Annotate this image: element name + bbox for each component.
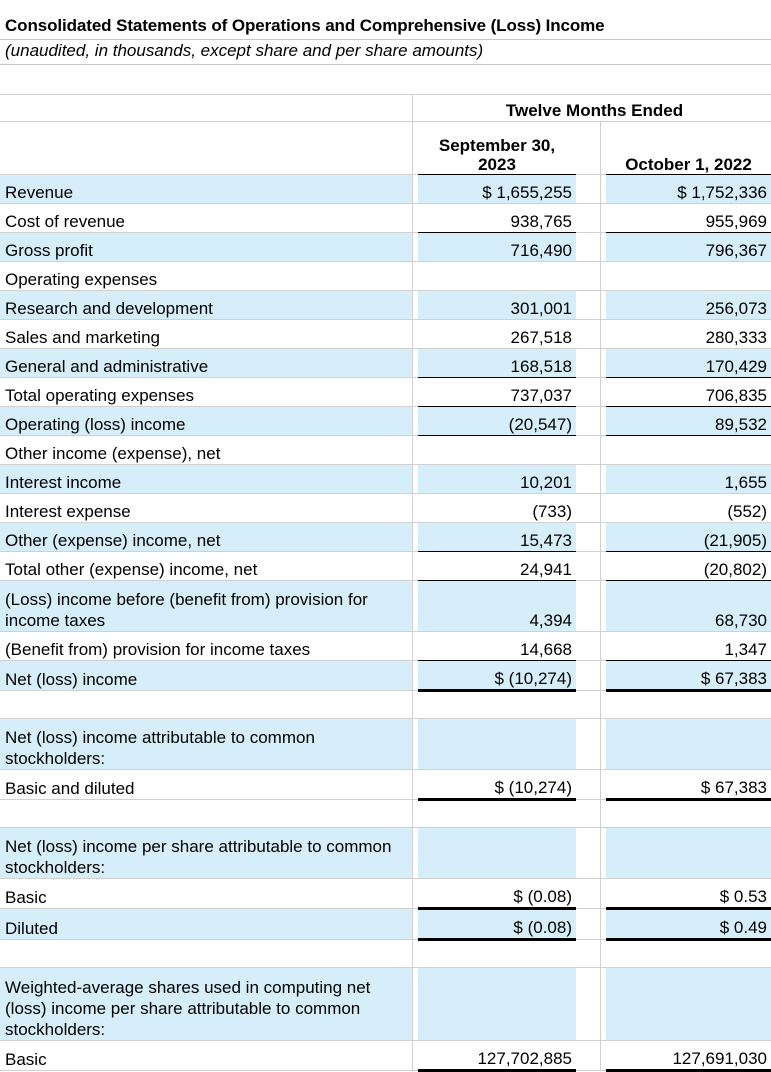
row-label-net-income: Net (loss) income	[0, 661, 412, 691]
cell-gross-profit-2022: 796,367	[606, 233, 771, 262]
table-row	[0, 494, 771, 523]
spacer-row	[0, 691, 771, 719]
statement-title: Consolidated Statements of Operations and Comprehensive (Loss) Income	[5, 16, 605, 35]
row-label-general-and-administrative: General and administrative	[0, 349, 412, 378]
cell-net-income-2023: $ (10,274)	[418, 661, 576, 691]
header-period-row	[0, 95, 771, 122]
row-label-total-operating-expenses: Total operating expenses	[0, 378, 412, 407]
cell-rd-2023: 301,001	[418, 291, 576, 320]
row-label-other-income-expense: Other income (expense), net	[0, 436, 412, 465]
cell-eps-basic-2022: $ 0.53	[606, 879, 771, 909]
table-row	[0, 719, 771, 770]
cell-rd-2022: 256,073	[606, 291, 771, 320]
table-row	[0, 661, 771, 691]
cell-eps-diluted-2022: $ 0.49	[606, 909, 771, 940]
cell-cost-of-revenue-2022: 955,969	[606, 204, 771, 233]
cell-total-other-2023: 24,941	[418, 552, 576, 581]
cell-eps-basic-2023: $ (0.08)	[418, 879, 576, 909]
table-row	[0, 407, 771, 436]
row-label-gross-profit: Gross profit	[0, 233, 412, 262]
table-row	[0, 581, 771, 632]
table-row	[0, 968, 771, 1041]
cell-tax-2023: 14,668	[418, 632, 576, 661]
cell-net-income-2022: $ 67,383	[606, 661, 771, 691]
row-label-revenue: Revenue	[0, 175, 412, 204]
cell-shares-basic-2023: 127,702,885	[418, 1041, 576, 1071]
row-label-operating-expenses: Operating expenses	[0, 262, 412, 291]
cell-attrib-2022: $ 67,383	[606, 770, 771, 800]
table-row	[0, 828, 771, 879]
table-row	[0, 770, 771, 800]
table-row	[0, 1041, 771, 1071]
cell-ga-2023: 168,518	[418, 349, 576, 378]
row-label-attributable-header: Net (loss) income attributable to common stockholders:	[0, 719, 412, 770]
column-header-sep-2023: September 30, 2023	[418, 122, 576, 175]
table-row	[0, 552, 771, 581]
cell-op-income-2023: (20,547)	[418, 407, 576, 436]
table-row	[0, 233, 771, 262]
cell-total-opex-2022: 706,835	[606, 378, 771, 407]
cell-shares-basic-2022: 127,691,030	[606, 1041, 771, 1071]
table-row	[0, 632, 771, 661]
cell-gross-profit-2023: 716,490	[418, 233, 576, 262]
row-label-total-other: Total other (expense) income, net	[0, 552, 412, 581]
cell-attrib-2023: $ (10,274)	[418, 770, 576, 800]
row-label-interest-income: Interest income	[0, 465, 412, 494]
table-row	[0, 175, 771, 204]
table-row	[0, 291, 771, 320]
subtitle-divider	[0, 64, 771, 65]
cell-cost-of-revenue-2023: 938,765	[418, 204, 576, 233]
cell-interest-income-2022: 1,655	[606, 465, 771, 494]
row-label-research-and-development: Research and development	[0, 291, 412, 320]
income-statement-table	[0, 94, 771, 1072]
spacer-row	[0, 940, 771, 968]
header-dates-row	[0, 122, 771, 175]
row-label-eps-basic: Basic	[0, 879, 412, 909]
row-label-income-taxes: (Benefit from) provision for income taxes	[0, 632, 412, 661]
row-label-pretax-income: (Loss) income before (benefit from) provision for income taxes	[0, 581, 412, 632]
table-row	[0, 523, 771, 552]
spacer-row	[0, 800, 771, 828]
row-label-eps-header: Net (loss) income per share attributable to common stockholders:	[0, 828, 412, 879]
row-label-cost-of-revenue: Cost of revenue	[0, 204, 412, 233]
table-row	[0, 879, 771, 909]
cell-total-opex-2023: 737,037	[418, 378, 576, 407]
cell-other-net-2022: (21,905)	[606, 523, 771, 552]
period-header: Twelve Months Ended	[418, 95, 771, 122]
column-header-oct-2022: October 1, 2022	[606, 122, 771, 175]
table-row	[0, 262, 771, 291]
cell-revenue-2022: $ 1,752,336	[606, 175, 771, 204]
cell-op-income-2022: 89,532	[606, 407, 771, 436]
row-label-basic-and-diluted: Basic and diluted	[0, 770, 412, 800]
cell-revenue-2023: $ 1,655,255	[418, 175, 576, 204]
row-label-shares-basic: Basic	[0, 1041, 412, 1071]
row-label-other-expense-income-net: Other (expense) income, net	[0, 523, 412, 552]
row-label-operating-income: Operating (loss) income	[0, 407, 412, 436]
cell-total-other-2022: (20,802)	[606, 552, 771, 581]
row-label-eps-diluted: Diluted	[0, 909, 412, 940]
table-row	[0, 320, 771, 349]
title-divider	[0, 39, 771, 40]
table-row	[0, 909, 771, 940]
table-row	[0, 378, 771, 407]
cell-interest-expense-2022: (552)	[606, 494, 771, 523]
table-row	[0, 204, 771, 233]
statement-subtitle: (unaudited, in thousands, except share and per share amounts)	[5, 41, 484, 60]
cell-interest-expense-2023: (733)	[418, 494, 576, 523]
table-row	[0, 465, 771, 494]
table-row	[0, 436, 771, 465]
cell-sales-2023: 267,518	[418, 320, 576, 349]
row-label-sales-and-marketing: Sales and marketing	[0, 320, 412, 349]
cell-interest-income-2023: 10,201	[418, 465, 576, 494]
cell-tax-2022: 1,347	[606, 632, 771, 661]
cell-pretax-2022: 68,730	[606, 581, 771, 632]
cell-pretax-2023: 4,394	[418, 581, 576, 632]
table-row	[0, 349, 771, 378]
cell-eps-diluted-2023: $ (0.08)	[418, 909, 576, 940]
cell-other-net-2023: 15,473	[418, 523, 576, 552]
row-label-interest-expense: Interest expense	[0, 494, 412, 523]
cell-sales-2022: 280,333	[606, 320, 771, 349]
cell-ga-2022: 170,429	[606, 349, 771, 378]
row-label-weighted-shares-header: Weighted-average shares used in computing net (loss) income per share attributable to common stockholders:	[0, 968, 412, 1041]
